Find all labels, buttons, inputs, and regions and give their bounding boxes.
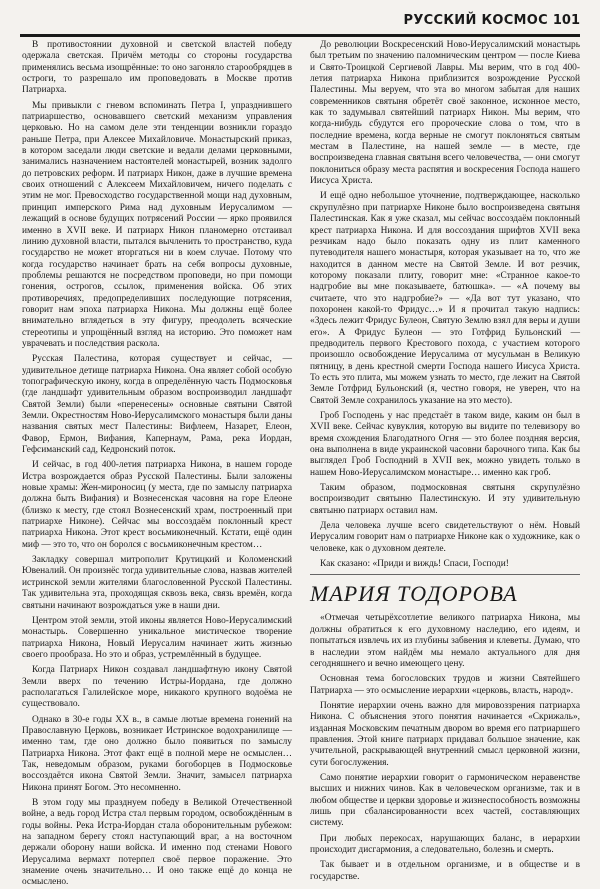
paragraph: Когда Патриарх Никон создавал ландшафтную икону Святой Земли вверх по течению Истры-Иордана, где должно располагаться Галилейское море, никакого крупного водоёма не существовало. [22, 665, 292, 710]
paragraph: Как сказано: «Приди и виждь! Спаси, Господи! [320, 559, 509, 570]
section-divider [310, 574, 580, 575]
paragraph: И ещё одно небольшое уточнение, подтверждающее, насколько скрупулёзно при патриархе Никоне было воспроизведена святыня Палестинская. Как я уже сказал, мы сейчас воссоздаём поклонный крест патриарха Никона. И для воссоздания шрифтов XVII века резчикам надо было показать одну из плит каменного путеводителя нашего монастыря, которая указывает на то, что же находится в данном месте на Святой Земле. И вот резчик, которому показали плиту, говорит мне: «Странное какое-то надгробие вы мне показываете, батюшка». — «А почему вы считаете, что это надгробие?» — «Да вот тут указано, что похоронен какой-то Фридус…» И я прочитал такую надпись: «Здесь лежит Фридус Булеон, Святую Землю взял для веры и души его». А Фридус Булеон — это Готфрид Бульонский — предводитель первого Крестового похода, с участием которого произошло освобождение Иерусалима от мусульман в Великую пятницу, в день крестной смерти Господа нашего Иисуса Христа. То есть это плита, мы можем узнать то место, где лежит на Святой Земле Готфрид Бульонский (я, честно говоря, не уверен, что на Святой Земле сохранилось указание на это место). [310, 191, 580, 406]
paragraph: И сейчас, в год 400-летия патриарха Никона, в нашем городе Истра возрождается образ Русской Палестины. Были заложены новые храмы: Жен-мироносиц (у места, где по замыслу патриарха должна быть Вифания) и Вознесенская часовня на горе Елеоне (близко к месту, где стоял Вознесенский храм, построенный при патриархе Никоне). Сейчас мы воссоздаём поклонный крест патриарха Никона. Этот крест восьмиконечный. Кстати, ещё один миф — это то, что он боролся с восьмиконечным крестом… [22, 460, 292, 550]
paragraph: В этом году мы празднуем победу в Великой Отечественной войне, а ведь город Истра стал первым городом, освобождённым в годы войны. Река Истра-Иордан стала оборонительным рубежом: на западном берегу стоял наступающий враг, а на восточном держали оборону наши войска. И именно под стенами Нового Иерусалима вермахт потерпел своё первое поражение. Это знамение очень значительно… И оно также ещё до конца не осмыслено. [22, 798, 292, 888]
paragraph: Само понятие иерархии говорит о гармоническом неравенстве высших и нижних чинов. Как в человеческом организме, так и в любом обществе и церкви здоровье и жизнеспособность возможны лишь при сбалансированности всех частей, составляющих систему. [310, 772, 580, 829]
paragraph: Гроб Господень у нас предстаёт в таком виде, каким он был в XVII веке. Сейчас кувуклия, которую вы видите по телевизору во время схождения Благодатного Огня — это более поздняя версия, она выполнена в виде украинской часовни барочного типа. Как бы выглядел Гроб Господний в XVII век, можно увидеть только в нашем Ново-Иерусалимском монастыре… именно как гроб. [310, 411, 580, 478]
paragraph: Основная тема богословских трудов и жизни Святейшего Патриарха — это осмысление иерархии «церковь, власть, народ». [310, 674, 580, 696]
paragraph: Однако в 30-е годы XX в., в самые лютые времена гонений на Православную Церковь, возникает Истринское водохранилище — именно там, где оно должно было появиться по замыслу Патриарха Никона. Этот факт ещё в полной мере не осмыслен… Так, неведомым образом, руками богоборцев в Подмосковье воссоздаётся икона Святой Земли. Значит, замысел патриарха Никона принят Богом. Это несомненно. [22, 714, 292, 793]
paragraph: Так бывает и в отдельном организме, и в обществе и в государстве. [310, 860, 580, 882]
paragraph: Центром этой земли, этой иконы является Ново-Иерусалимский монастырь. Совершенно уникальное мистическое творение патриарха Никона, Новый Иерусалим начинает жить жизнью своего прообраза. Но это и образ, устремлённый в будущее. [22, 615, 292, 660]
page-header [20, 10, 580, 37]
right-column [310, 40, 580, 882]
author-heading: МАРИЯ ТОДОРОВА [310, 581, 518, 607]
left-column [22, 40, 292, 888]
paragraph: Таким образом, подмосковная святыня скрупулёзно воспроизводит святыню Палестинскую. И эту удивительную святыню патриарх оставил нам. [310, 483, 580, 516]
paragraph: Дела человека лучше всего свидетельствуют о нём. Новый Иерусалим говорит нам о патриархе Никоне как о художнике, как о человеке, как о духовном деятеле. [310, 521, 580, 554]
paragraph: До революции Воскресенский Ново-Иерусалимский монастырь был третьим по значению паломническим центром — после Киева и Свято-Троицкой Сергиевой Лавры. Мы верим, что в год 400-летия патриарха Никона приблизится возрождение Русской Палестины. Мы веруем, что эта во многом забытая для наших современников святыня обретёт своё законное, исконное место, как то задумывал святейший патриарх Никон. Мы верим, что когда-нибудь сбудутся его пророческие слова о том, что в последние времена, когда верные не смогут поклоняться святым местам в Палестине, на нашей земле — в месте, где воспроизведена главная святыня всего человечества, — они смогут поклониться образу места распятия и воскресения Господа нашего Иисуса Христа. [310, 40, 580, 187]
paragraph: Мы привыкли с гневом вспоминать Петра I, упразднившего патриаршество, основавшего светский механизм управления церковью. Но на самом деле эти тенденции возникли гораздо раньше Петра, при Алексее Михайловиче. Монастырский приказ, в котором заседали люди светские и ведали делами церковными, занимались назначением настоятелей монастырей, возник задолго до петровских реформ. И патриарх Никон, даже в лучшие времена своих отношений с Алексеем Михайловичем, ничего поделать с этим не мог. Превосходство государственной мощи над духовным, принцип имперского Рима над духовным Иерусалимом — лежащий в основе будущих потрясений России — ярко проявился именно в XVII веке. И патриарх Никон планомерно отстаивал линию духовной власти, пытался вычленить то пространство, куда государство не может вторгаться ни в коем случае. Потому что когда государство начинает брать на себя вопросы духовные, проблемы решаются не посредством проповеди, но при помощи гонения, острогов, ссылок, применения войска. Об этих противоречиях, предопределивших последующие потрясения, говорит нам эпоха патриарха Никона. Мы должны ещё более внимательно вглядеться в эту фигуру, преодолеть всяческие стереотипы и упрощённый взгляд на историю. Это поможет нам уврачевать и последствия раскола. [22, 100, 292, 349]
paragraph: При любых перекосах, нарушающих баланс, в иерархии происходит дисгармония, а следовательно, болезнь и смерть. [310, 833, 580, 855]
running-title: РУССКИЙ КОСМОС [403, 13, 548, 28]
paragraph: Закладку совершал митрополит Крутицкий и Коломенский Ювеналий. Он произнёс тогда удивительные слова, назвав жителей истринской земли жителями благословенной Русской Палестины. Так удивительна эта, проходящая сквозь века, связь времён, когда святыни начинают возрождаться уже в наши дни. [22, 555, 292, 611]
paragraph: Русская Палестина, которая существует и сейчас, — удивительное детище патриарха Никона. Она являет собой особую топографическую икону, когда в определённую часть Подмосковья (где ландшафт удивительным образом воспроизводил ландшафт Святой Земли) были «перенесены» основные святыни Святой Земли. Окрестностям Ново-Иерусалимского монастыря были даны названия святых мест Палестины: Вифлеем, Назарет, Елеон, Фавор, Ермон, Вифания, Капернаум, Рама, река Иордан, Гефсиманский сад, Кедронский поток. [22, 354, 292, 456]
paragraph: «Отмечая четырёхсотлетие великого патриарха Никона, мы должны обратиться к его духовному наследию, его идеям, и попытаться извлечь их из глубины забвения и клеветы. Думаю, что в наследии этом найдём мы немало актуального для дня сегодняшнего и вечно имеющего цену. [310, 613, 580, 669]
paragraph: Понятие иерархии очень важно для мировоззрения патриарха Никона. С объяснения этого понятия начинается «Скрижаль», изданная Московским печатным двором во время его патриаршего правления. Этой книге патриарх придавал большое значение, как учительной, раскрывающей внутренний смысл церковной жизни, сути богослужения. [310, 700, 580, 768]
page-number: 101 [552, 13, 580, 28]
paragraph: В противостоянии духовной и светской властей победу одержала светская. Причём методы со стороны государства применялись весьма изощрённые: то оно загоняло старообрядцев в остроги, то разрешало им проповедовать в Москве против Патриарха. [22, 40, 292, 96]
